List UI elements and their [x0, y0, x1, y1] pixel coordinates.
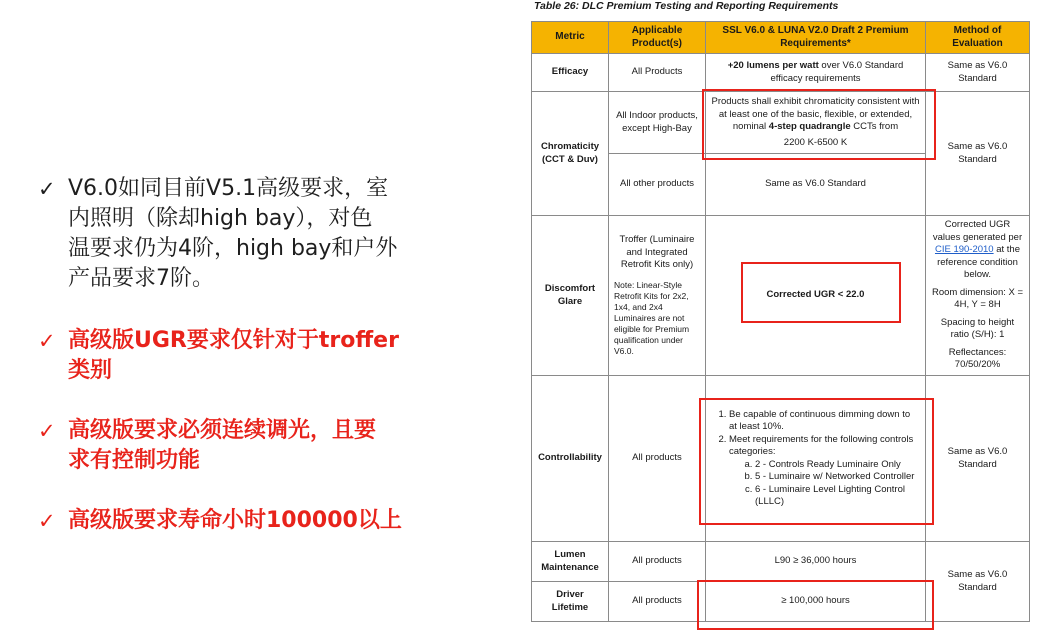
check-icon: ✓ — [38, 329, 56, 353]
products-controllability: All products — [609, 376, 706, 542]
highlight-box-ugr — [741, 262, 901, 323]
bullet-item-ugr — [38, 326, 428, 386]
metric-controllability: Controllability — [532, 376, 609, 542]
products-driver: All products — [609, 582, 706, 622]
table-title: Table 26: DLC Premium Testing and Reporting Requirements — [534, 0, 839, 12]
row-efficacy — [532, 54, 1030, 92]
check-icon: ✓ — [38, 509, 56, 533]
method-chromaticity: Same as V6.0 Standard — [926, 92, 1030, 216]
bullet-text: 求有控制功能 — [68, 448, 201, 473]
method-efficacy: Same as V6.0 Standard — [926, 54, 1030, 92]
bullet-item-lifetime — [38, 506, 428, 536]
highlight-box-controllability — [699, 398, 934, 525]
method-glare: Corrected UGR values generated per CIE 190-2010 at the reference condition below. Room dimension: X = 4H, Y = 8H Spacing to height ratio (S/H): 1 Reflectances: 70/50/20% — [926, 216, 1030, 376]
req-lumen: L90 ≥ 36,000 hours — [706, 542, 926, 582]
bullet-item-dimming — [38, 416, 428, 476]
bullet-text: 温要求仍为4阶，high bay和户外 — [68, 236, 398, 261]
method-lumen-driver: Same as V6.0 Standard — [926, 542, 1030, 622]
header-products: Applicable Product(s) — [609, 22, 706, 54]
metric-glare: Discomfort Glare — [532, 216, 609, 376]
metric-lumen: Lumen Maintenance — [532, 542, 609, 582]
bullet-text: 内照明（除却high bay），对色 — [68, 206, 373, 231]
header-method: Method of Evaluation — [926, 22, 1030, 54]
header-requirements: SSL V6.0 & LUNA V2.0 Draft 2 Premium Requirements* — [706, 22, 926, 54]
method-controllability: Same as V6.0 Standard — [926, 376, 1030, 542]
check-icon: ✓ — [38, 419, 56, 443]
table-header-row — [532, 22, 1030, 54]
bullet-text: 高级版要求寿命小时100000以上 — [68, 508, 402, 533]
req-chromaticity-indoor: Products shall exhibit chromaticity consistent with at least one of the basic, flexible, or extended, nominal 4-step quadrangle CCTs from 2200 K-6500 K — [706, 92, 926, 154]
check-icon: ✓ — [38, 177, 56, 201]
products-glare: Troffer (Luminaire and Integrated Retrofit Kits only) Note: Linear-Style Retrofit Kits for 2x2, 1x4, and 2x4 Luminaires are not eligible for Premium qualification under V6.0. — [609, 216, 706, 376]
bullet-text: 类别 — [68, 358, 113, 383]
products-chromaticity-indoor: All Indoor products, except High-Bay — [609, 92, 706, 154]
req-chromaticity-other: Same as V6.0 Standard — [706, 154, 926, 216]
metric-chromaticity: Chromaticity (CCT & Duv) — [532, 92, 609, 216]
highlight-box-chromaticity — [702, 89, 936, 160]
products-efficacy: All Products — [609, 54, 706, 92]
highlight-box-driver — [697, 580, 934, 630]
req-glare: Corrected UGR < 22.0 — [706, 216, 926, 376]
req-driver: ≥ 100,000 hours — [706, 582, 926, 622]
products-lumen: All products — [609, 542, 706, 582]
bullet-text: 高级版要求必须连续调光，且要 — [68, 418, 377, 443]
bullet-text: 高级版UGR要求仅针对于troffer — [68, 328, 399, 353]
metric-driver: Driver Lifetime — [532, 582, 609, 622]
bullet-text: V6.0如同目前V5.1高级要求，室 — [68, 176, 389, 201]
bullet-item-color-temperature — [38, 174, 428, 294]
cie-link[interactable]: CIE 190-2010 — [934, 244, 994, 256]
row-lumen-maintenance — [532, 542, 1030, 582]
products-chromaticity-other: All other products — [609, 154, 706, 216]
bullet-text: 产品要求7阶。 — [68, 266, 214, 291]
header-metric: Metric — [532, 22, 609, 54]
req-controllability: 1. Be capable of continuous dimming down to at least 10%. 2. Meet requirements for the following controls categories: a. 2 - Controls Ready Luminaire Only b. 5 - Luminaire w/ Networked Controller c. 6 - Luminaire Level Lighting Control (LLLC) — [706, 376, 926, 542]
metric-efficacy: Efficacy — [532, 54, 609, 92]
req-efficacy: +20 lumens per watt over V6.0 Standard efficacy requirements — [706, 54, 926, 92]
